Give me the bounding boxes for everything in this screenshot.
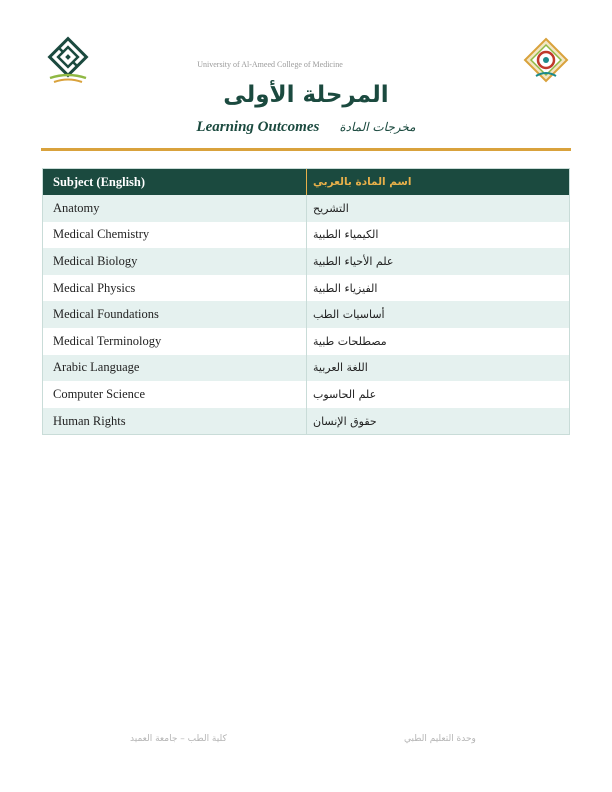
table-row <box>43 381 569 408</box>
subject-arabic: الكيمياء الطبية <box>306 222 569 249</box>
subject-arabic: الفيزياء الطبية <box>306 275 569 302</box>
table-header-row <box>43 169 569 195</box>
page-title: المرحلة الأولى <box>223 82 389 108</box>
table-row <box>43 328 569 355</box>
subject-english: Medical Terminology <box>53 333 162 348</box>
subject-english: Medical Physics <box>53 280 136 295</box>
subject-arabic: اللغة العربية <box>306 355 569 382</box>
subject-english: Medical Chemistry <box>53 227 150 242</box>
table-row <box>43 248 569 275</box>
subject-english: Medical Biology <box>53 253 138 268</box>
calligraphy-logo-icon <box>46 36 90 84</box>
table-row <box>43 222 569 249</box>
subject-arabic: علم الحاسوب <box>306 381 569 408</box>
subject-english: Anatomy <box>53 200 100 215</box>
subject-arabic: علم الأحياء الطبية <box>306 248 569 275</box>
table-row <box>43 301 569 328</box>
subject-arabic: التشريح <box>306 195 569 222</box>
university-name: University of Al-Ameed College of Medicine <box>197 60 343 69</box>
footer-unit: وحدة التعليم الطبي <box>404 734 476 744</box>
subjects-table <box>42 168 570 435</box>
subject-arabic: حقوق الإنسان <box>306 408 569 435</box>
subject-english: Arabic Language <box>53 360 140 375</box>
subject-arabic: أساسيات الطب <box>306 301 569 328</box>
footer-college: كلية الطب – جامعة العميد <box>130 734 227 744</box>
table-row <box>43 408 569 435</box>
table-row <box>43 275 569 302</box>
subject-english: Computer Science <box>53 386 145 401</box>
column-header-arabic: اسم المادة بالعربي <box>306 169 569 195</box>
column-header-english: Subject (English) <box>53 174 146 189</box>
college-emblem-icon <box>522 36 570 84</box>
table-row <box>43 195 569 222</box>
header-divider <box>41 148 571 151</box>
subject-arabic: مصطلحات طبية <box>306 328 569 355</box>
subject-english: Human Rights <box>53 413 126 428</box>
subtitle-english: Learning Outcomes <box>196 119 320 135</box>
subject-english: Medical Foundations <box>53 307 159 322</box>
table-row <box>43 355 569 382</box>
subtitle <box>0 118 612 136</box>
subtitle-arabic: مخرجات المادة <box>339 120 416 134</box>
